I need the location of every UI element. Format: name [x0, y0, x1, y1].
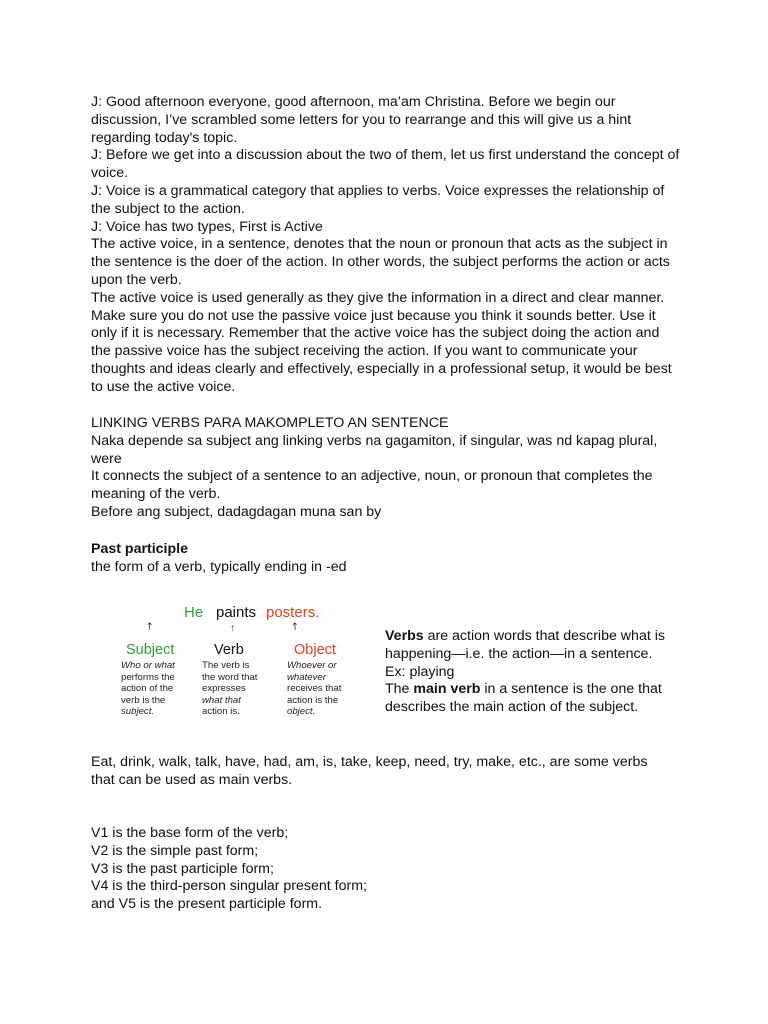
desc-line: subject. — [121, 706, 155, 718]
paragraph: J: Voice has two types, First is Active — [91, 218, 323, 235]
paragraph: Eat, drink, walk, talk, have, had, am, is, take, keep, need, try, make, etc., are some verbs that can be used as main verbs. — [91, 754, 648, 788]
verb-form-line: V2 is the simple past form; — [91, 842, 259, 859]
paragraph — [385, 681, 675, 717]
text: The — [385, 681, 414, 698]
verb-form-line: and V5 is the present participle form. — [91, 896, 323, 913]
desc-line: performs the — [121, 671, 175, 683]
paragraph: The active voice, in a sentence, denotes that the noun or pronoun that acts as the subject in the sentence is the doer of the action. In other words, the subject performs the action or acts upon the verb. — [91, 236, 670, 288]
desc-line: receives that — [287, 683, 342, 695]
paragraph: The active voice is used generally as they give the information in a direct and clear manner. Make sure you do not use the passive voice just because you think it sounds better. Use it only if it is necessary. Remember that the active voice has the subject doing the action and the passive voice has the subject receiving the action. If you want to communicate your thoughts and ideas clearly and effectively, especially in a professional setup, it would be best to use the active voice. — [91, 289, 672, 395]
verbs-term: Verbs — [385, 628, 424, 644]
arrow-subject-icon: ↗ — [143, 619, 157, 634]
linking-verbs-section — [91, 415, 681, 522]
verbs-definition — [385, 628, 675, 717]
main-verb-definition: in a sentence is the one that describes the main action of the subject. — [385, 681, 662, 716]
diagram-word-paints: paints — [216, 604, 257, 621]
verb-forms-section — [91, 825, 681, 914]
diagram-verb-label: Verb — [214, 642, 244, 658]
diagram-word-posters: posters. — [266, 604, 320, 621]
diagram-subject-label: Subject — [126, 642, 175, 658]
desc-line: object. — [287, 706, 316, 718]
desc-line: whatever — [287, 671, 326, 683]
diagram-subject-desc — [121, 660, 175, 718]
paragraph: Before ang subject, dadagdagan muna san by — [91, 503, 382, 520]
diagram-object-desc — [287, 660, 341, 718]
verbs-definition-text: are action words that describe what is happening—i.e. the action—in a sentence. — [385, 628, 665, 662]
paragraph — [385, 628, 675, 664]
desc-line: expresses — [202, 683, 246, 695]
desc-line: action is. — [202, 706, 240, 718]
main-verbs-section — [91, 754, 651, 790]
desc-line: action is the — [287, 694, 339, 706]
desc-line: Whoever or — [287, 660, 337, 671]
past-participle-section — [91, 541, 681, 577]
diagram-word-he: He — [184, 604, 204, 621]
desc-line: Who or what — [121, 660, 175, 671]
paragraph: J: Good afternoon everyone, good afternoon, ma’am Christina. Before we begin our discussion, I’ve scrambled some letters for you to rearrange and this will give us a hint regarding today's topic. — [91, 94, 632, 146]
desc-line: the word that — [202, 671, 258, 683]
arrow-object-icon: ↖ — [287, 619, 302, 634]
desc-line: verb is the — [121, 694, 166, 706]
verb-form-line: V4 is the third-person singular present form; — [91, 878, 367, 895]
paragraph: J: Before we get into a discussion about the two of them, let us first understand the concept of voice. — [91, 147, 680, 182]
sentence-diagram — [112, 598, 372, 728]
diagram-object-label: Object — [294, 642, 336, 658]
verb-form-line: V1 is the base form of the verb; — [91, 825, 289, 841]
paragraph: It connects the subject of a sentence to an adjective, noun, or pronoun that completes the meaning of the verb. — [91, 468, 653, 503]
section-heading: LINKING VERBS PARA MAKOMPLETO AN SENTENCE — [91, 415, 449, 431]
example: Ex: playing — [385, 663, 455, 680]
past-participle-heading: Past participle — [91, 541, 188, 557]
desc-line: action of the — [121, 683, 174, 695]
main-verb-term: main verb — [413, 681, 481, 698]
desc-line: The verb is — [202, 660, 250, 671]
diagram-verb-desc — [202, 660, 257, 718]
paragraph: J: Voice is a grammatical category that applies to verbs. Voice expresses the relationship of the subject to the action. — [91, 182, 665, 217]
past-participle-definition: the form of a verb, typically ending in -ed — [91, 558, 347, 575]
paragraph: Naka depende sa subject ang linking verbs na gagamiton, if singular, was nd kapag plural, were — [91, 432, 658, 467]
intro-section — [91, 94, 681, 397]
desc-line: what that — [202, 694, 241, 706]
arrow-verb-icon: ↑ — [230, 623, 235, 634]
verb-form-line: V3 is the past participle form; — [91, 860, 274, 877]
